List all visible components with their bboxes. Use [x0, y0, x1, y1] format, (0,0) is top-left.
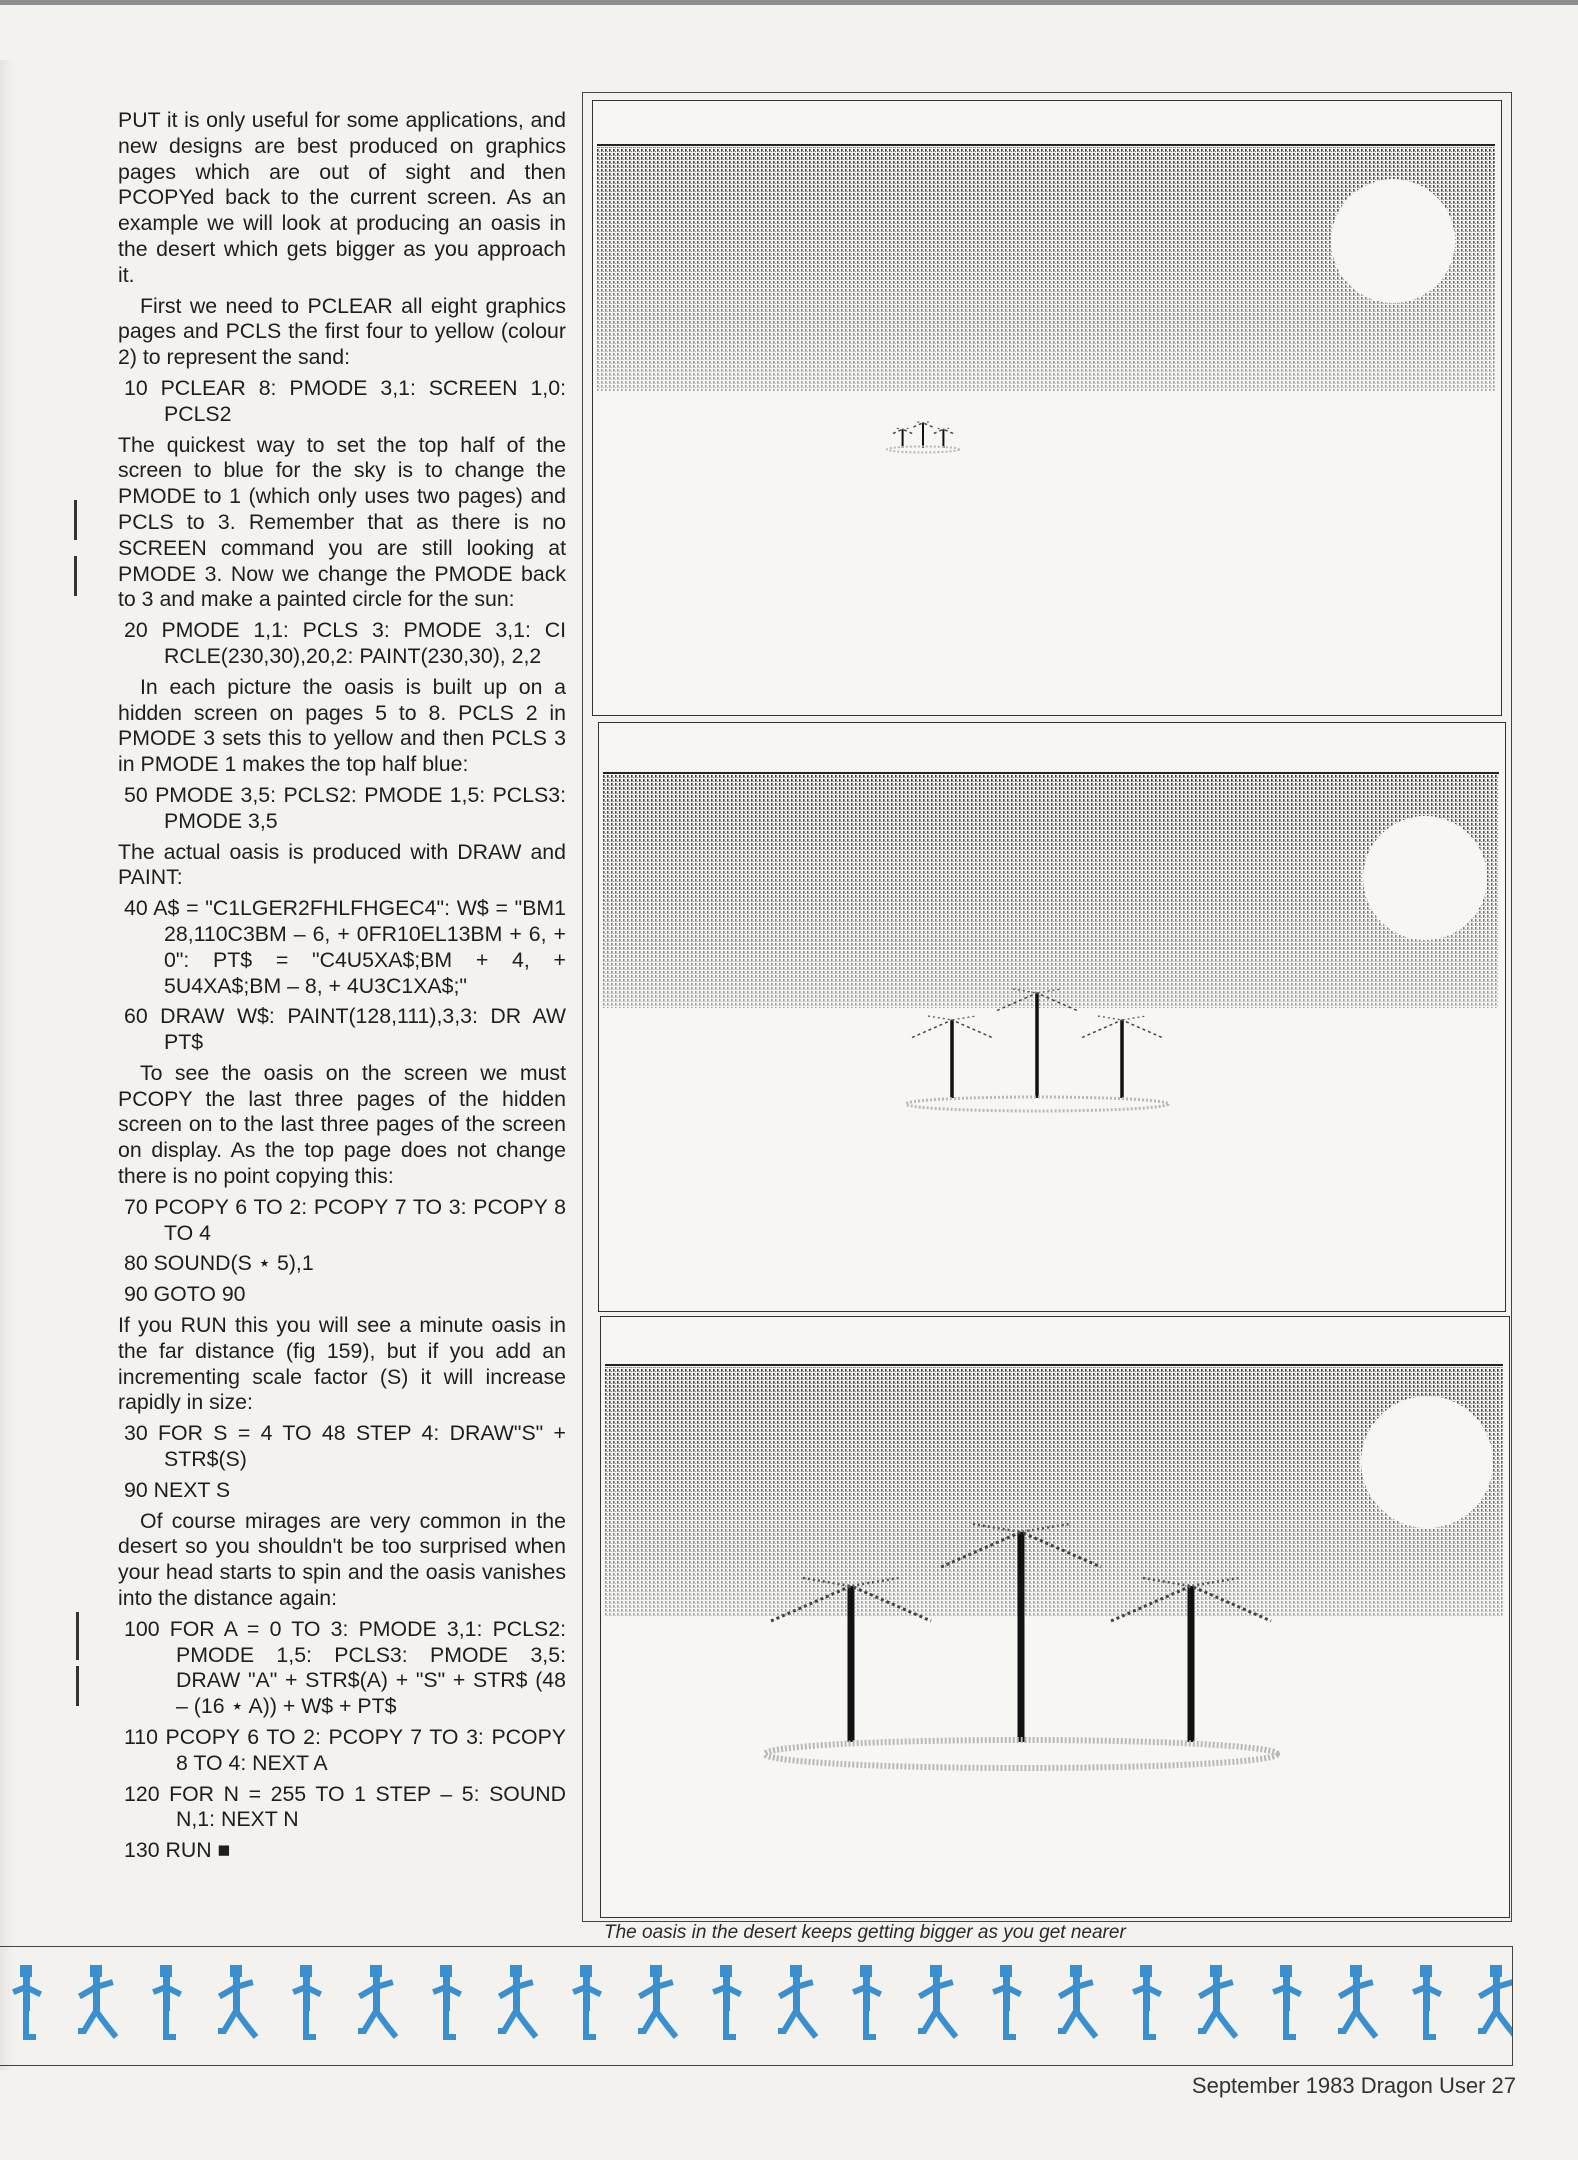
palm-tree: [913, 422, 932, 448]
code-line: 30 FOR S = 4 TO 48 STEP 4: DRAW"S" + STR$(S): [124, 1421, 566, 1472]
running-man-icon: [1136, 1965, 1158, 2037]
oasis-pool: [906, 1097, 1168, 1111]
running-man-icon: [1058, 1965, 1096, 2037]
palm-tree: [893, 428, 912, 448]
running-man-icon: [1416, 1965, 1438, 2037]
sun-circle: [1331, 179, 1455, 303]
code-line: 100 FOR A = 0 TO 3: PMODE 3,1: PCLS2: PMODE 1,5: PCLS3: PMODE 3,5: DRAW "A" + STR$(A) + "S" + STR$ (48 – (16 ⋆ A)) + W$ + PT$: [124, 1616, 566, 1719]
body-paragraph: Of course mirages are very common in the desert so you shouldn't be too surprised when your head starts to spin and the oasis vanishes into the distance again:: [118, 1508, 566, 1611]
code-line: 60 DRAW W$: PAINT(128,111),3,3: DR AW PT$: [124, 1004, 566, 1055]
code-line: 70 PCOPY 6 TO 2: PCOPY 7 TO 3: PCOPY 8 TO 4: [124, 1194, 566, 1245]
desert-scene: [603, 773, 1499, 1111]
margin-mark: [74, 556, 77, 596]
running-man-icon: [1338, 1965, 1376, 2037]
page-folio: September 1983 Dragon User 27: [1191, 2073, 1516, 2098]
code-line: 80 SOUND(S ⋆ 5),1: [124, 1251, 314, 1276]
oasis-panel-near: [600, 1316, 1510, 1918]
running-man-icon: [156, 1965, 178, 2037]
running-man-icon: [358, 1965, 396, 2037]
page-top-rule: [0, 0, 1578, 5]
oasis: [887, 422, 959, 453]
running-man-icon: [436, 1965, 458, 2037]
margin-mark: [76, 1612, 79, 1660]
code-line: 120 FOR N = 255 TO 1 STEP – 5: SOUND N,1: NEXT N: [124, 1781, 566, 1832]
palm-tree: [934, 428, 953, 448]
running-man-icon: [1198, 1965, 1236, 2037]
running-man-icon: [856, 1965, 878, 2037]
margin-mark: [76, 1666, 79, 1706]
running-man-icon: [498, 1965, 536, 2037]
code-line: 110 PCOPY 6 TO 2: PCOPY 7 TO 3: PCOPY 8 TO 4: NEXT A: [124, 1725, 566, 1775]
desert-scene: [597, 145, 1495, 452]
margin-mark: [74, 500, 77, 540]
figure-caption: The oasis in the desert keeps getting bigger as you get nearer: [604, 1922, 1126, 1943]
palm-tree: [912, 1016, 992, 1098]
sun-circle: [1363, 816, 1487, 940]
oasis-pool: [765, 1740, 1277, 1768]
code-line: 90 GOTO 90: [124, 1282, 246, 1307]
body-paragraph: PUT it is only useful for some applications, and new designs are best produced on graphics pages which are out of sight and then PCOPYed back to the current screen. As an example we will look at producing an oasis in the desert which gets bigger as you approach it.: [118, 108, 566, 287]
running-man-icon: [1478, 1965, 1512, 2037]
code-line: 50 PMODE 3,5: PCLS2: PMODE 1,5: PCLS3: PMODE 3,5: [124, 782, 566, 833]
oasis-pool: [887, 446, 959, 452]
body-paragraph: If you RUN this you will see a minute oasis in the far distance (fig 159), but if you add an incrementing scale factor (S) it will increase rapidly in size:: [118, 1313, 566, 1415]
binding-shadow: [0, 60, 14, 2070]
body-paragraph: To see the oasis on the screen we must PCOPY the last three pages of the hidden screen on to the last three pages of the screen on display. As the top page does not change there is no point copying this:: [118, 1060, 566, 1189]
running-man-icon: [576, 1965, 598, 2037]
running-man-icon: [996, 1965, 1018, 2037]
running-man-icon: [218, 1965, 256, 2037]
running-man-icon: [778, 1965, 816, 2037]
sun-circle: [1361, 1396, 1493, 1528]
running-man-icon: [78, 1965, 116, 2037]
oasis-panel-middle: [598, 722, 1506, 1312]
running-man-icon: [16, 1965, 38, 2037]
code-line: 20 PMODE 1,1: PCLS 3: PMODE 3,1: CI RCLE(230,30),20,2: PAINT(230,30), 2,2: [124, 618, 566, 668]
running-man-icon: [918, 1965, 956, 2037]
running-man-icon: [638, 1965, 676, 2037]
body-paragraph: In each picture the oasis is built up on a hidden screen on pages 5 to 8. PCLS 2 in PMODE 3 sets this to yellow and then PCLS 3 in PMODE 1 makes the top half blue:: [118, 674, 566, 777]
body-paragraph: The quickest way to set the top half of the screen to blue for the sky is to change the PMODE to 1 (which only uses two pages) and PCLS to 3. Remember that as there is no SCREEN command you are still looking at PMODE 3. Now we change the PMODE back to 3 and make a painted circle for the sun:: [118, 432, 566, 612]
code-line: 130 RUN ■: [124, 1838, 231, 1863]
body-paragraph: The actual oasis is produced with DRAW and PAINT:: [118, 839, 566, 890]
code-line: 10 PCLEAR 8: PMODE 3,1: SCREEN 1,0: PCLS2: [124, 375, 566, 426]
running-man-icon: [1276, 1965, 1298, 2037]
palm-tree: [997, 989, 1077, 1098]
desert-scene: [605, 1365, 1503, 1768]
oasis-panel-far: [592, 100, 1502, 716]
palm-tree: [1082, 1016, 1162, 1098]
code-line: 40 A$ = "C1LGER2FHLFHGEC4": W$ = "BM1 28,110C3BM – 6, + 0FR10EL13BM + 6, + 0": PT$ = "C4U5XA$;BM + 4, + 5U4XA$;BM – 8, + 4U3C1XA$;": [124, 896, 566, 998]
code-line: 90 NEXT S: [124, 1477, 231, 1502]
running-men-strip: [0, 1946, 1513, 2066]
running-man-icon: [716, 1965, 738, 2037]
running-man-icon: [296, 1965, 318, 2037]
body-paragraph: First we need to PCLEAR all eight graphics pages and PCLS the first four to yellow (colour 2) to represent the sand:: [118, 293, 566, 370]
article-text-column: [118, 108, 566, 1869]
